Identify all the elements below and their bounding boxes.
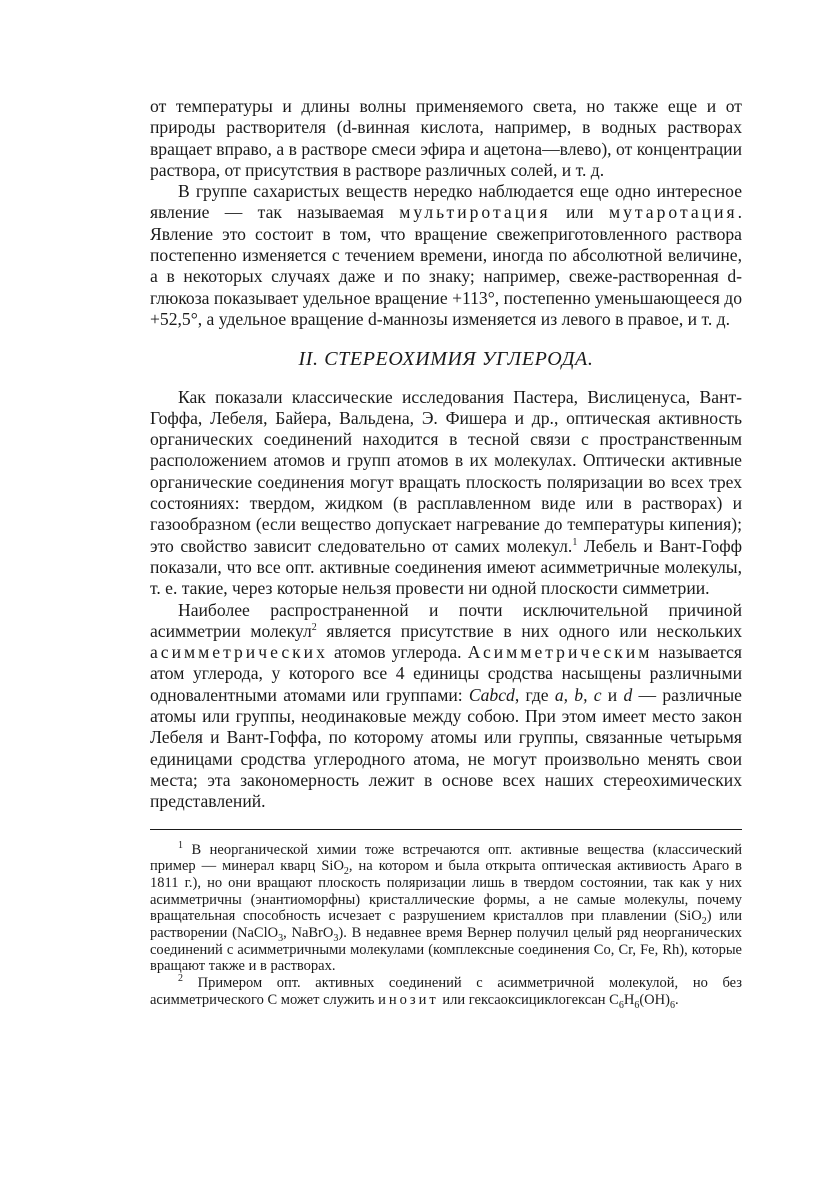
fn1-sub-4: 3 — [333, 932, 339, 944]
para4-text-d: атомов углерода. — [327, 642, 468, 663]
fn1-text-a: В неорганической химии тоже встречаются опт. активные вещества (классический пример — минерал кварц SiO — [150, 841, 742, 875]
section-heading: II. СТЕРЕОХИМИЯ УГЛЕРОДА. — [298, 348, 594, 371]
para4-text-h: , где — [514, 684, 555, 705]
fn1-sub-1: 2 — [343, 866, 349, 878]
fn2-text-f: . — [674, 991, 679, 1008]
fn2-text-e: (OH) — [639, 991, 670, 1008]
para4-text-b: является присутствие в них одного или нескольких — [316, 620, 742, 641]
fn2-sub-2: 6 — [634, 999, 640, 1011]
fn1-text-c: ) или растворении (NaClO — [150, 908, 743, 942]
footnote-ref-1: 1 — [572, 536, 578, 548]
fn2-text-d: H — [623, 991, 635, 1008]
fn1-text-b: , на котором и была открыта оптическая активиость Араго в 1811 г.), но они вращают плоскость поляризации лишь в твердом состоянии, так как у них асимметричны (энантиоморфны) кристаллические формы, а не самые молекулы, почему вращательная способность исчезает с разрушением кристаллов при плавлении (SiO — [150, 858, 742, 925]
footnote-2-number: 2 — [178, 973, 183, 985]
fn2-text-c: или гексаоксициклогексан C — [438, 991, 619, 1008]
para3-text-a: Как показали классические исследования Пастера, Вислиценуса, Вант-Гоффа, Лебеля, Байера, Вальдена, Э. Фишера и др., оптическая активность органических соединений находится в тесной связи с пространственным расположением атомов и групп атомов в их молекулах. Оптически активные органические соединения могут вращать плоскость поляризации во всех трех состояниях: твердом, жидком (в расплавленном виде или в растворах) и газообразном (если вещество допускает нагревание до температуры кипения); это свойство зависит следовательно от самих молекул. — [150, 386, 742, 556]
fn2-text-a: Примером опт. активных соединений с асимметричной молекулой, но без асимметрического C может служить — [150, 975, 742, 1008]
term-asymmetric-atom: Асимметрическим — [467, 642, 653, 663]
footnote-2 — [150, 973, 742, 1011]
fn1-text-d: , NaBrO — [283, 925, 334, 942]
para4-text-j: и — [601, 684, 624, 705]
para4-text-l: — различные атомы или группы, неодинаковые между собою. При этом имеет место закон Лебеля и Вант-Гоффа, по которому атомы или группы, связанные четырьмя единицами сродства углеродного атома, не могут произвольно менять свои места; эта закономерность лежит в основе всех наших стереохимических представлений. — [150, 684, 742, 812]
fn1-text-e: ). В недавнее время Вернер получил целый ряд неорганических соединений с асимметричными молекулами (комплексные соединения Co, Cr, Fe, Rh), которые вращают также и в растворах. — [150, 925, 742, 975]
paragraph-4 — [150, 600, 742, 813]
fn1-sub-3: 3 — [278, 932, 284, 944]
para4-text-f: называется атом углерода, у которого все 4 единицы сродства насыщены различными одновалентными атомами или группами: — [150, 642, 742, 705]
fn2-sub-1: 6 — [618, 999, 624, 1011]
fn2-sub-3: 6 — [669, 999, 675, 1011]
para4-text-a: Наиболее распространенной и почти исключительной причиной асимметрии молекул — [150, 599, 742, 641]
footnote-1-number: 1 — [178, 839, 183, 851]
symbol-d: d — [623, 684, 633, 705]
paragraph-3 — [150, 387, 742, 600]
para3-text-b: Лебель и Вант-Гофф показали, что все опт. активные соединения имеют асимметричные молекулы, т. е. такие, через которые нельзя провести ни одной плоскости симметрии. — [150, 535, 742, 599]
paragraph-1: от температуры и длины волны применяемого света, но также еще и от природы растворителя (d-винная кислота, например, в водных растворах вращает вправо, а в растворе смеси эфира и ацетона—влево), от концентрации раствора, от присутствия в растворе различных солей, и т. д. — [150, 96, 742, 180]
para2-text-e: . Явление это состоит в том, что вращение свежеприготовленного раствора постепенно изменяется с течением времени, иногда по абсолютной величине, а в некоторых случаях даже и по знаку; например, свеже-растворенная d-глюкоза показывает удельное вращение +113°, постепенно уменьшающееся до +52,5°, а удельное вращение d-маннозы изменяется из левого в правое, и т. д. — [150, 202, 742, 329]
paragraph-2 — [150, 181, 742, 330]
text-column — [150, 96, 742, 1009]
formula-cabcd: Cabcd — [468, 684, 515, 705]
term-mutarotation: мутаротация — [608, 202, 738, 223]
footnote-1 — [150, 839, 743, 976]
footnote-ref-2: 2 — [311, 621, 317, 633]
footnote-divider — [150, 829, 742, 830]
term-asymmetric: асимметрических — [150, 642, 328, 663]
para2-text-a: В группе сахаристых веществ нередко наблюдается еще одно интересное явление — так называемая — [150, 181, 742, 223]
symbols-abc: a, b, c — [554, 684, 602, 705]
fn1-sub-2: 2 — [701, 916, 707, 928]
term-inositol: инозит — [378, 991, 439, 1008]
term-multirotation: мультиротация — [399, 202, 551, 223]
para2-text-c: или — [550, 202, 609, 223]
